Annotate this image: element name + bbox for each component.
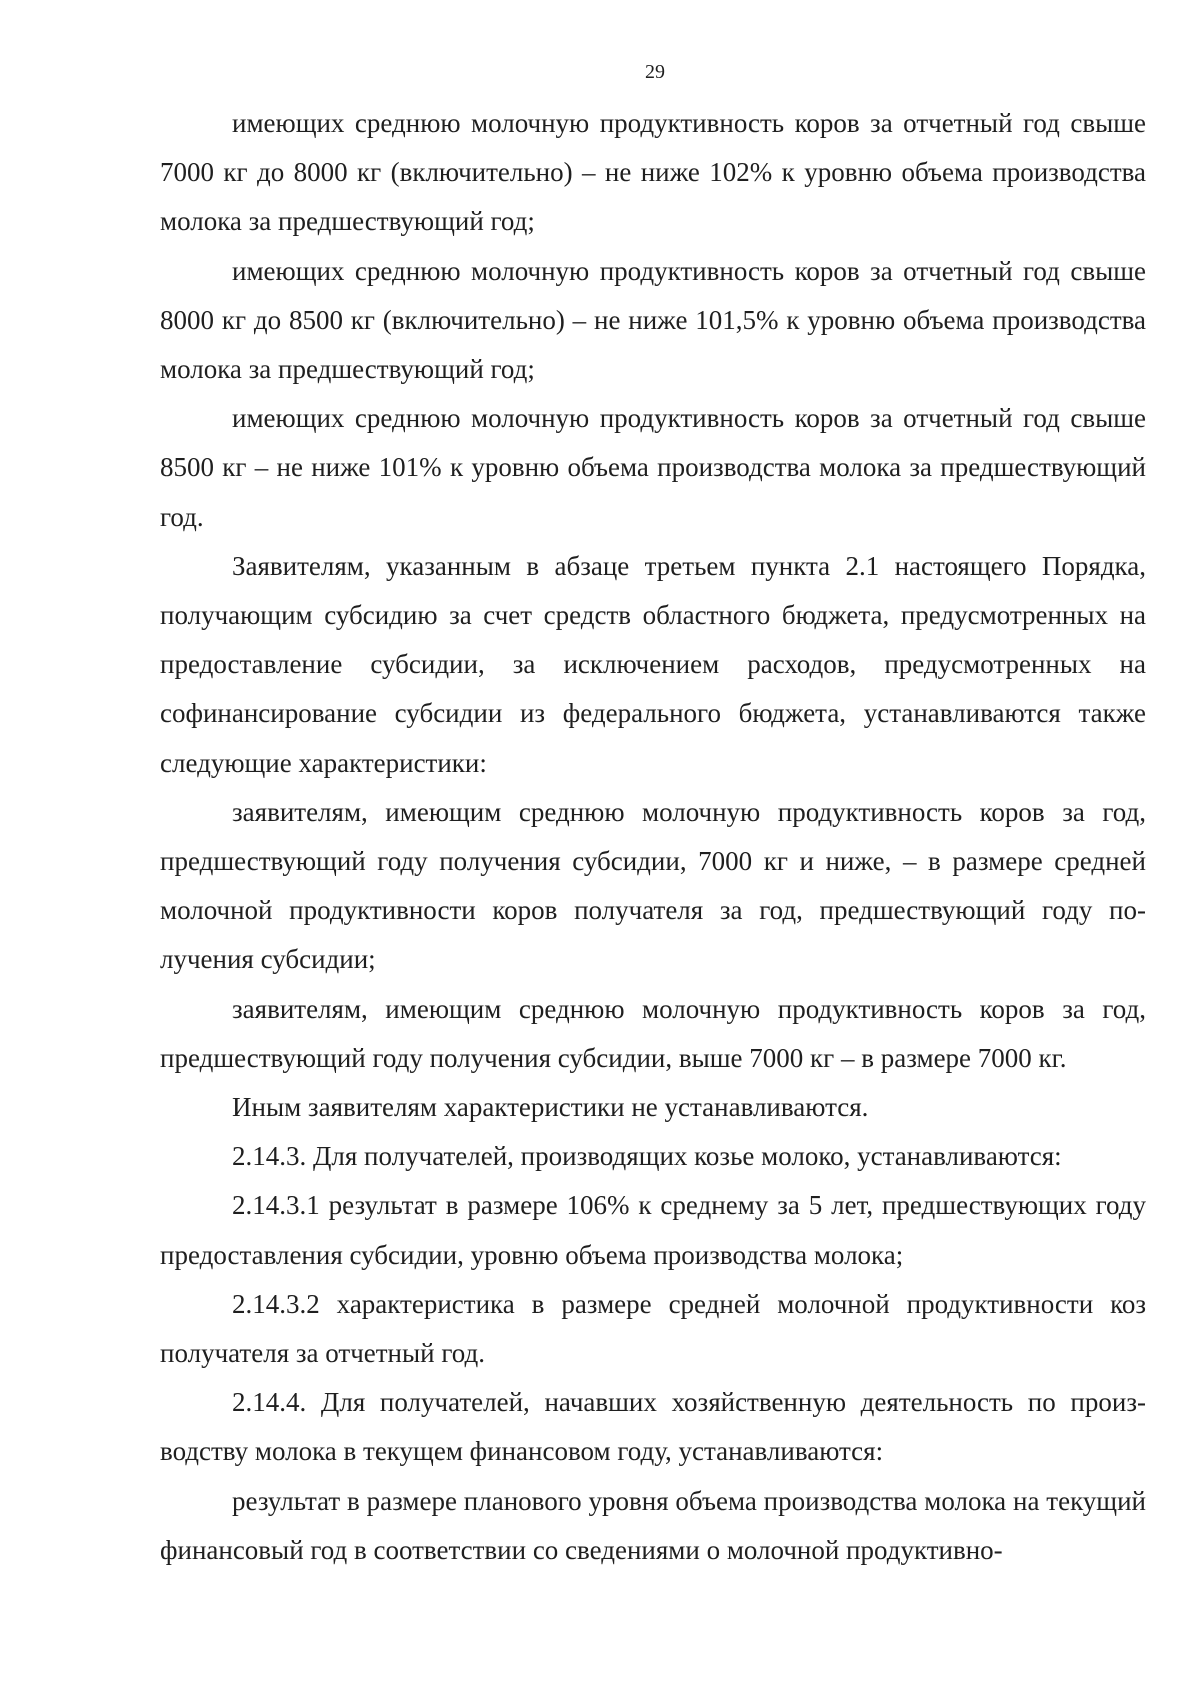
paragraph-other-applicants: Иным заявителям характеристики не устанавливаются.	[232, 1092, 869, 1123]
paragraph-2-14-3: 2.14.3. Для получателей, производящих козье молоко, устанавливаются:	[232, 1141, 1062, 1172]
paragraph-applicants-above-7000: заявителям, имеющим среднюю молочную продуктивность коров за год, предшествующий году получения субсидии, выше 7000 кг – в размере 7000 кг.	[160, 993, 1146, 1073]
document-body	[160, 99, 1146, 1575]
paragraph-2-14-3-2: 2.14.3.2 характеристика в размере средней молочной продуктивности коз получателя за отчетный год.	[160, 1288, 1146, 1369]
paragraph-applicants-7000-and-below: заявителям, имеющим среднюю молочную продуктивность коров за год, предшествующий году получения субсидии, 7000 кг и ниже, – в размере средней молочной продуктивности коров получателя за год, предшествующий году получения субсидии;	[160, 796, 1146, 975]
page-number: 29	[645, 61, 665, 83]
paragraph-productivity-above-8500: имеющих среднюю молочную продуктивность коров за отчетный год свыше 8500 кг – не ниже 101% к уровню объема производства молока за предшествующий год.	[160, 403, 1146, 532]
paragraph-applicants-characteristics: Заявителям, указанным в абзаце третьем пункта 2.1 настоящего Порядка, получающим субсидию за счет средств областного бюджета, предусмотренных на предоставление субсидии, за исключением расходов, предусмотренных на софинансирование субсидии из федерального бюджета, устанавливаются также следующие характеристики:	[160, 550, 1146, 778]
paragraph-productivity-8000-8500: имеющих среднюю молочную продуктивность коров за отчетный год свыше 8000 кг до 8500 кг (включительно) – не ниже 101,5% к уровню объема производства молока за предшествующий год;	[160, 255, 1146, 385]
paragraph-planned-result: результат в размере планового уровня объема производства молока на текущий финансовый год в соответствии со сведениями о молочной продуктивно-	[160, 1485, 1146, 1565]
paragraph-productivity-7000-8000: имеющих среднюю молочную продуктивность коров за отчетный год свыше 7000 кг до 8000 кг (включительно) – не ниже 102% к уровню объема производства молока за предшествующий год;	[160, 108, 1146, 237]
paragraph-2-14-4: 2.14.4. Для получателей, начавших хозяйственную деятельность по производству молока в текущем финансовом году, устанавливаются:	[160, 1387, 1146, 1467]
paragraph-2-14-3-1: 2.14.3.1 результат в размере 106% к среднему за 5 лет, предшествующих году предоставления субсидии, уровню объема производства молока;	[160, 1190, 1146, 1270]
